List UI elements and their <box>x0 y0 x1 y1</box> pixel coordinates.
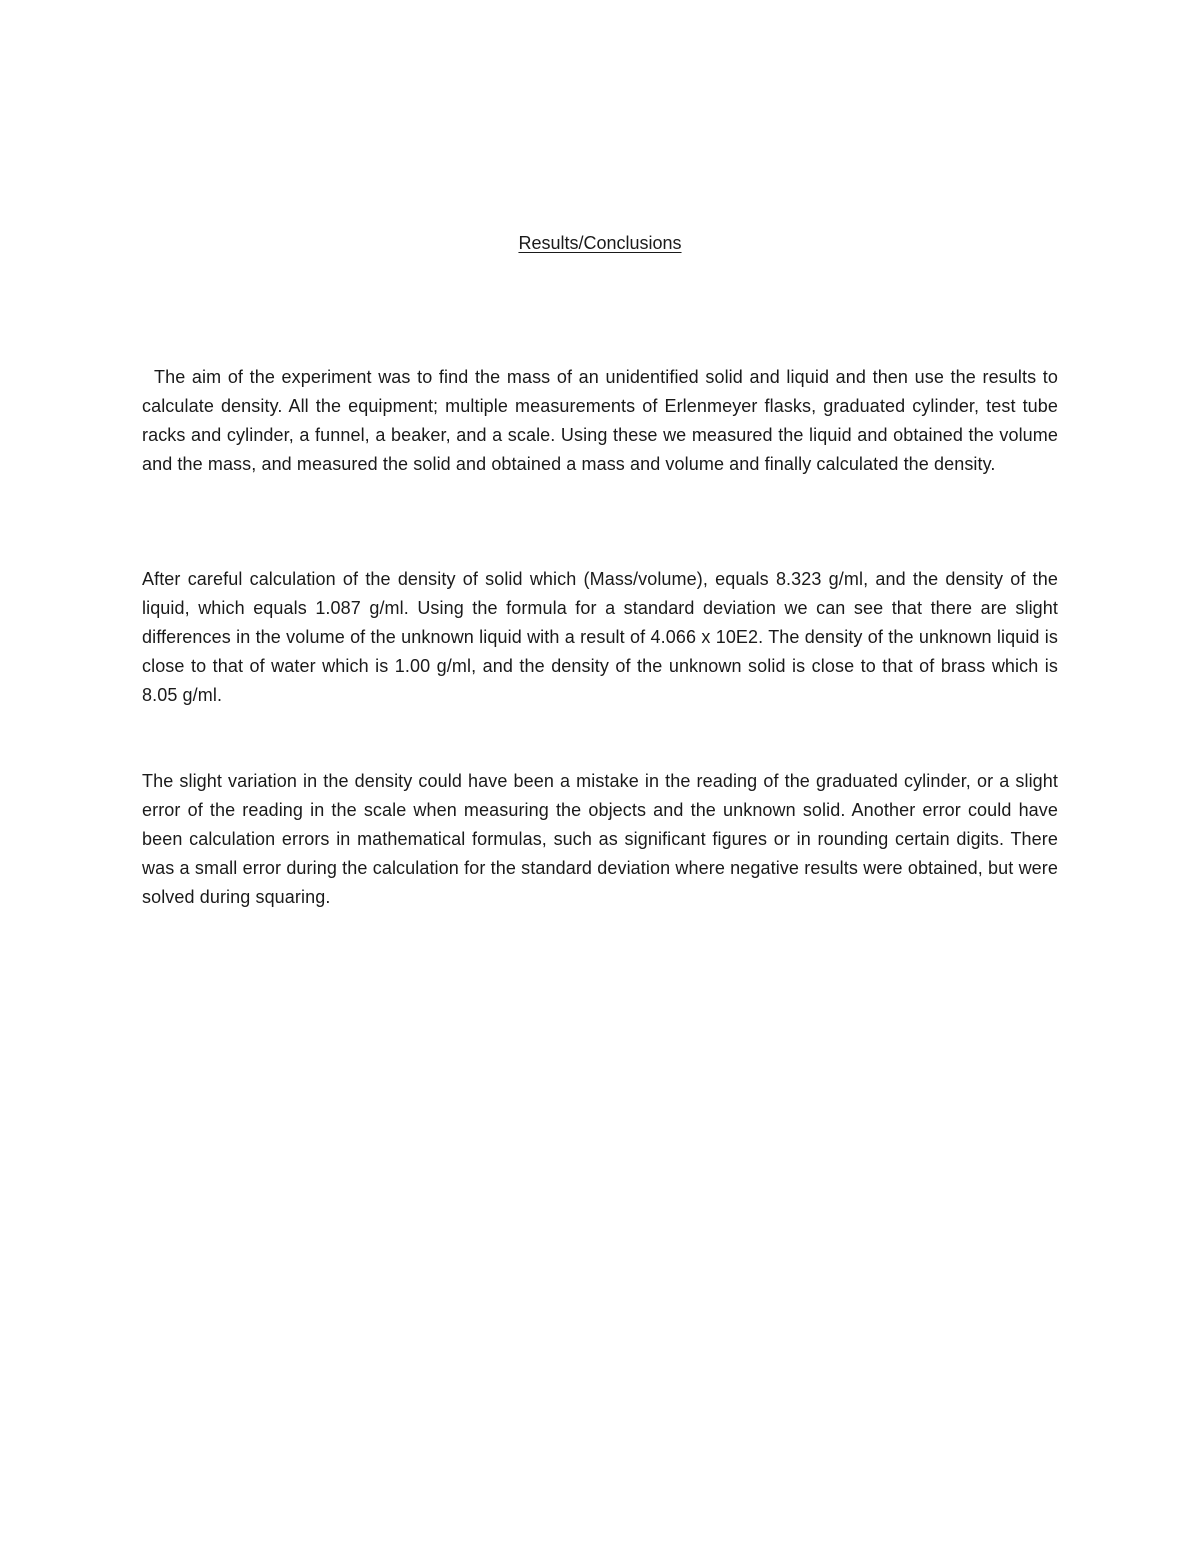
heading-text: Results/Conclusions <box>518 233 682 253</box>
page-heading <box>0 231 1200 255</box>
paragraph-aim: The aim of the experiment was to find the mass of an unidentified solid and liquid and then use the results to calculate density. All the equipment; multiple measurements of Erlenmeyer flasks, graduated cylinder, test tube racks and cylinder, a funnel, a beaker, and a scale. Using these we measured the liquid and obtained the volume and the mass, and measured the solid and obtained a mass and volume and finally calculated the density. <box>142 367 1058 474</box>
paragraph-calculation: After careful calculation of the density of solid which (Mass/volume), equals 8.323 g/ml, and the density of the liquid, which equals 1.087 g/ml. Using the formula for a standard deviation we can see that there are slight differences in the volume of the unknown liquid with a result of 4.066 x 10E2. The density of the unknown liquid is close to that of water which is 1.00 g/ml, and the density of the unknown solid is close to that of brass which is 8.05 g/ml. <box>142 569 1058 705</box>
paragraph-errors: The slight variation in the density could have been a mistake in the reading of the graduated cylinder, or a slight error of the reading in the scale when measuring the objects and the unknown solid. Another error could have been calculation errors in mathematical formulas, such as significant figures or in rounding certain digits. There was a small error during the calculation for the standard deviation where negative results were obtained, but were solved during squaring. <box>142 771 1058 907</box>
